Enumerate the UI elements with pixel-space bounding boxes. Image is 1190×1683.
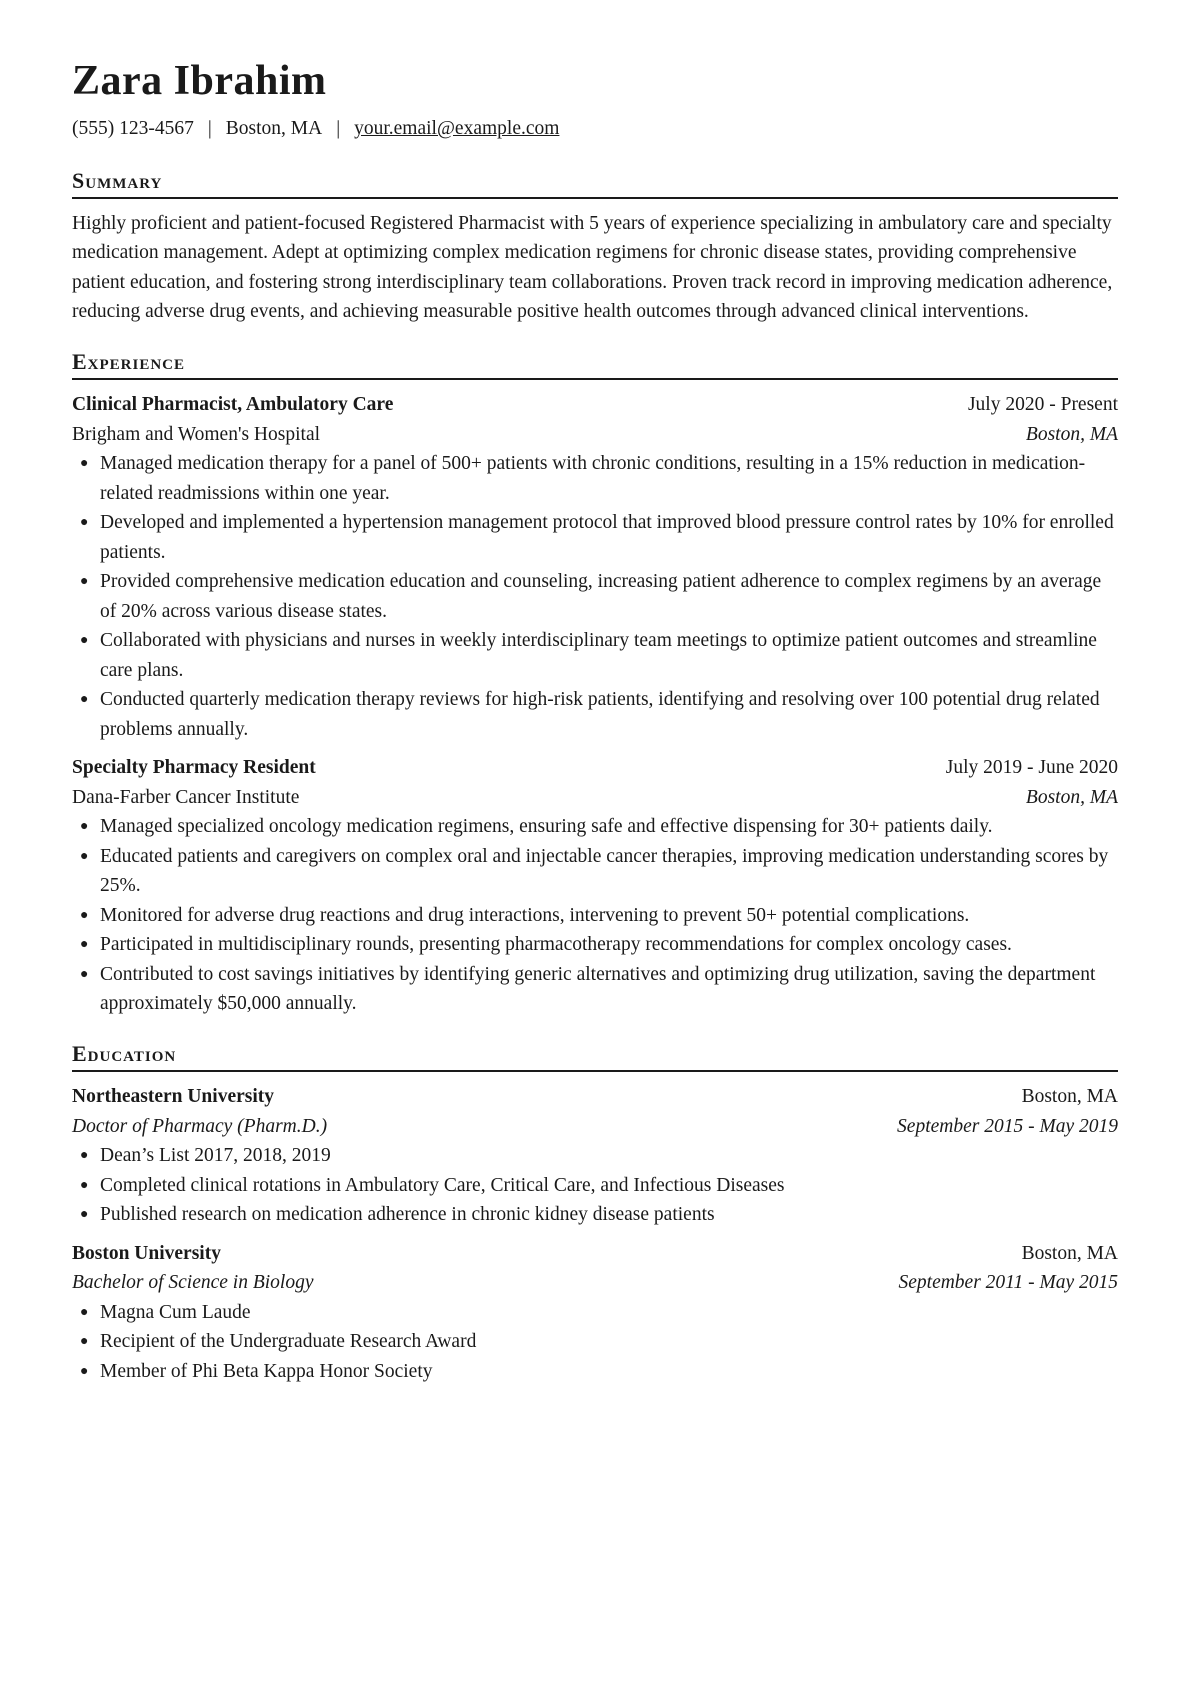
list-item: ● Collaborated with physicians and nurses in weekly interdisciplinary team meetings to optimize patient outcomes and streamline care plans.	[72, 626, 1118, 685]
contact-location: Boston, MA	[225, 118, 323, 140]
job-location: Boston, MA	[1025, 786, 1118, 808]
job-entry	[72, 753, 1118, 1019]
job-title: Specialty Pharmacy Resident	[72, 757, 316, 779]
education-bullets	[72, 1298, 1118, 1387]
education-dates: September 2011 - May 2015	[898, 1272, 1118, 1294]
bullet-icon: ●	[80, 1363, 89, 1379]
school-name: Boston University	[72, 1242, 221, 1264]
bullet-icon: ●	[80, 819, 89, 835]
job-location: Boston, MA	[1025, 423, 1118, 445]
summary-text: Highly proficient and patient-focused Registered Pharmacist with 5 years of experience specializing in ambulatory care and specialty medication management. Adept at optimizing complex medication regimens for chronic disease states, providing comprehensive patient education, and fostering strong interdisciplinary team collaborations. Proven track record in improving medication adherence, reducing adverse drug events, and achieving measurable positive health outcomes through advanced clinical interventions.	[72, 212, 1113, 323]
contact-line	[72, 116, 1118, 141]
education-bullets	[72, 1141, 1118, 1230]
education-heading: Education	[72, 1041, 1118, 1072]
education-section	[72, 1041, 1118, 1386]
list-item: ● Conducted quarterly medication therapy reviews for high-risk patients, identifying and resolving over 100 potential drug related problems annually.	[72, 685, 1118, 744]
list-item: ● Monitored for adverse drug reactions and drug interactions, intervening to prevent 50+ potential complications.	[72, 901, 1118, 931]
phone-number: (555) 123-4567	[72, 118, 194, 140]
education-entry	[72, 1239, 1118, 1387]
job-bullets	[72, 449, 1118, 744]
list-item: ● Educated patients and caregivers on complex oral and injectable cancer therapies, improving medication understanding scores by 25%.	[72, 842, 1118, 901]
bullet-icon: ●	[80, 633, 89, 649]
email-link[interactable]: your.email@example.com	[354, 118, 560, 140]
school-location: Boston, MA	[1021, 1086, 1118, 1108]
education-dates: September 2015 - May 2019	[897, 1115, 1118, 1137]
summary-section	[72, 168, 1118, 327]
contact-separator: |	[336, 118, 341, 140]
bullet-icon: ●	[80, 515, 89, 531]
bullet-icon: ●	[80, 1304, 89, 1320]
list-item: ● Magna Cum Laude	[72, 1298, 1118, 1328]
bullet-icon: ●	[80, 937, 89, 953]
experience-section	[72, 349, 1118, 1019]
bullet-icon: ●	[80, 1177, 89, 1193]
candidate-name: Zara Ibrahim	[72, 58, 327, 104]
bullet-icon: ●	[80, 966, 89, 982]
job-title: Clinical Pharmacist, Ambulatory Care	[72, 394, 394, 416]
list-item: ● Member of Phi Beta Kappa Honor Society	[72, 1357, 1118, 1387]
job-entry	[72, 390, 1118, 744]
list-item: ● Managed specialized oncology medication regimens, ensuring safe and effective dispensing for 30+ patients daily.	[72, 812, 1118, 842]
list-item: ● Recipient of the Undergraduate Research Award	[72, 1327, 1118, 1357]
bullet-icon: ●	[80, 574, 89, 590]
bullet-icon: ●	[80, 1334, 89, 1350]
bullet-icon: ●	[80, 456, 89, 472]
list-item: ● Published research on medication adherence in chronic kidney disease patients	[72, 1200, 1118, 1230]
employer: Brigham and Women's Hospital	[72, 423, 321, 445]
contact-separator: |	[207, 118, 212, 140]
employer: Dana-Farber Cancer Institute	[72, 786, 300, 808]
list-item: ● Developed and implemented a hypertension management protocol that improved blood pressure control rates by 10% for enrolled patients.	[72, 508, 1118, 567]
degree: Bachelor of Science in Biology	[72, 1272, 314, 1294]
job-bullets	[72, 812, 1118, 1019]
list-item: ● Completed clinical rotations in Ambulatory Care, Critical Care, and Infectious Diseases	[72, 1171, 1118, 1201]
list-item: ● Provided comprehensive medication education and counseling, increasing patient adherence to complex regimens by an average of 20% across various disease states.	[72, 567, 1118, 626]
job-dates: July 2019 - June 2020	[945, 757, 1118, 779]
education-entry	[72, 1082, 1118, 1230]
bullet-icon: ●	[80, 907, 89, 923]
bullet-icon: ●	[80, 1148, 89, 1164]
summary-heading: Summary	[72, 168, 1118, 199]
bullet-icon: ●	[80, 692, 89, 708]
list-item: ● Contributed to cost savings initiatives by identifying generic alternatives and optimizing drug utilization, saving the department approximately $50,000 annually.	[72, 960, 1118, 1019]
list-item: ● Dean’s List 2017, 2018, 2019	[72, 1141, 1118, 1171]
job-dates: July 2020 - Present	[967, 394, 1118, 416]
school-location: Boston, MA	[1021, 1242, 1118, 1264]
bullet-icon: ●	[80, 1207, 89, 1223]
list-item: ● Managed medication therapy for a panel of 500+ patients with chronic conditions, resulting in a 15% reduction in medication-related readmissions within one year.	[72, 449, 1118, 508]
degree: Doctor of Pharmacy (Pharm.D.)	[72, 1115, 328, 1137]
bullet-icon: ●	[80, 848, 89, 864]
list-item: ● Participated in multidisciplinary rounds, presenting pharmacotherapy recommendations for complex oncology cases.	[72, 930, 1118, 960]
school-name: Northeastern University	[72, 1086, 274, 1108]
experience-heading: Experience	[72, 349, 1118, 380]
